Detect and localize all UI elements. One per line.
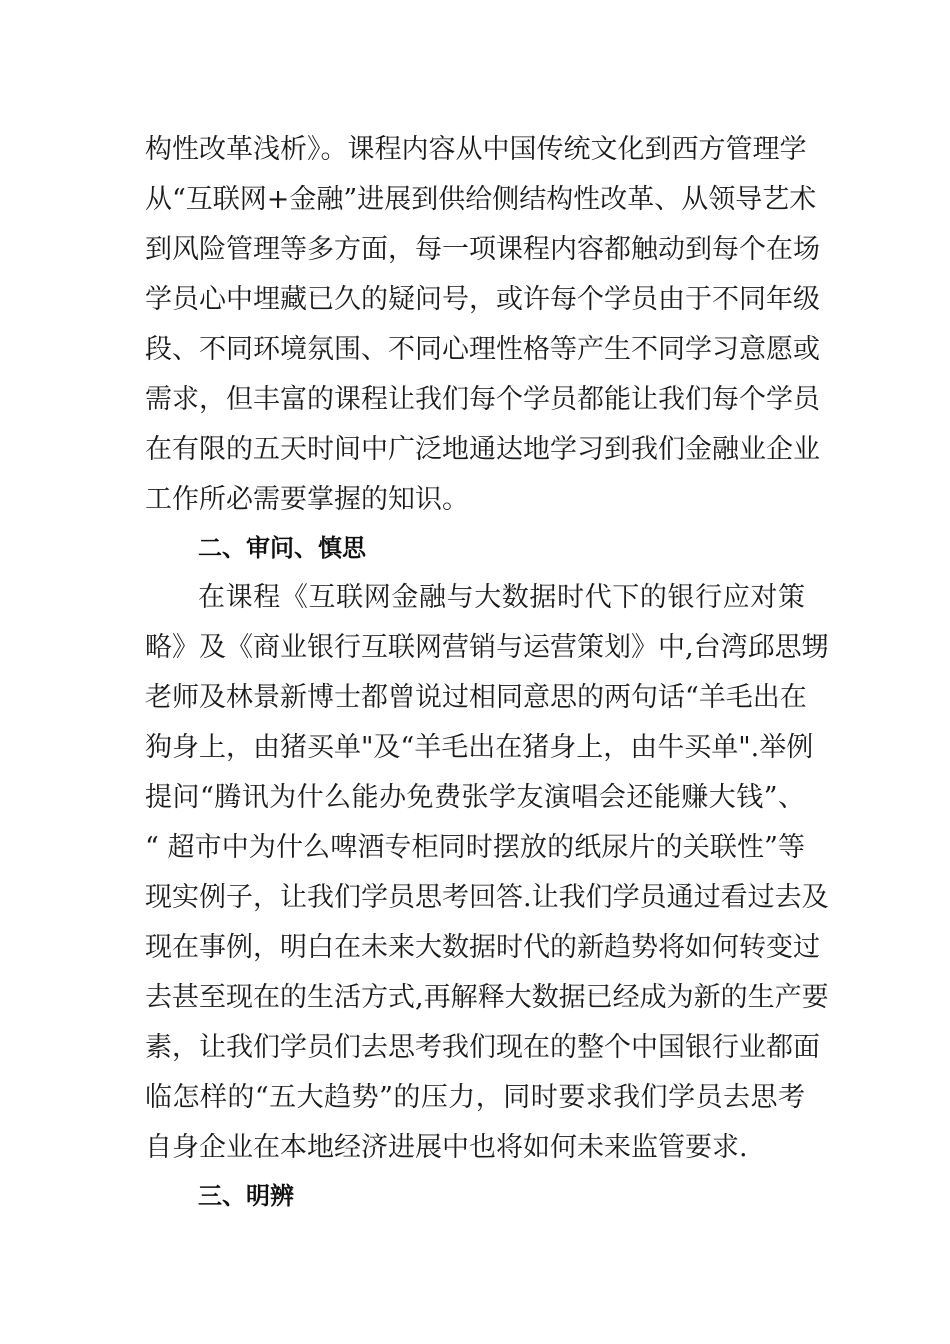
paragraph-line: 自身企业在本地经济进展中也将如何未来监管要求. [145, 1132, 748, 1163]
paragraph-line: 从“互联网+金融”进展到供给侧结构性改革、从领导艺术 [145, 184, 817, 215]
paragraph-line: 素，让我们学员们去思考我们现在的整个中国银行业都面 [145, 1032, 820, 1063]
paragraph-line: 构性改革浅析》。课程内容从中国传统文化到西方管理学 [145, 134, 807, 165]
section-heading: 三、明辨 [198, 1182, 294, 1210]
paragraph-line: 狗身上，由猪买单"及“羊毛出在猪身上，由牛买单".举例 [145, 732, 814, 763]
paragraph-line: 现实例子，让我们学员思考回答.让我们学员通过看过去及 [145, 882, 829, 913]
paragraph-line: 去甚至现在的生活方式,再解释大数据已经成为新的生产要 [145, 982, 829, 1013]
paragraph-line: 工作所必需要掌握的知识。 [145, 484, 469, 515]
paragraph-line: 在课程《互联网金融与大数据时代下的银行应对策 [198, 582, 805, 613]
paragraph-line: 提问“腾讯为什么能办免费张学友演唱会还能赚大钱”、 [145, 782, 805, 813]
paragraph-line: “ 超市中为什么啤酒专柜同时摆放的纸尿片的关联性”等 [145, 832, 805, 863]
paragraph-line: 老师及林景新博士都曾说过相同意思的两句话“羊毛出在 [145, 682, 807, 713]
paragraph-line: 现在事例，明白在未来大数据时代的新趋势将如何转变过 [145, 932, 820, 963]
paragraph-line: 段、不同环境氛围、不同心理性格等产生不同学习意愿或 [145, 334, 820, 365]
paragraph-line: 到风险管理等多方面，每一项课程内容都触动到每个在场 [145, 234, 820, 265]
paragraph-line: 需求，但丰富的课程让我们每个学员都能让我们每个学员 [145, 384, 820, 415]
paragraph-line: 略》及《商业银行互联网营销与运营策划》中,台湾邱思甥 [145, 632, 829, 663]
paragraph-line: 临怎样的“五大趋势”的压力，同时要求我们学员去思考 [145, 1082, 805, 1113]
paragraph-line: 在有限的五天时间中广泛地通达地学习到我们金融业企业 [145, 434, 820, 465]
paragraph-line: 学员心中埋藏已久的疑问号，或许每个学员由于不同年级 [145, 284, 820, 315]
section-heading: 二、审问、慎思 [198, 534, 366, 562]
